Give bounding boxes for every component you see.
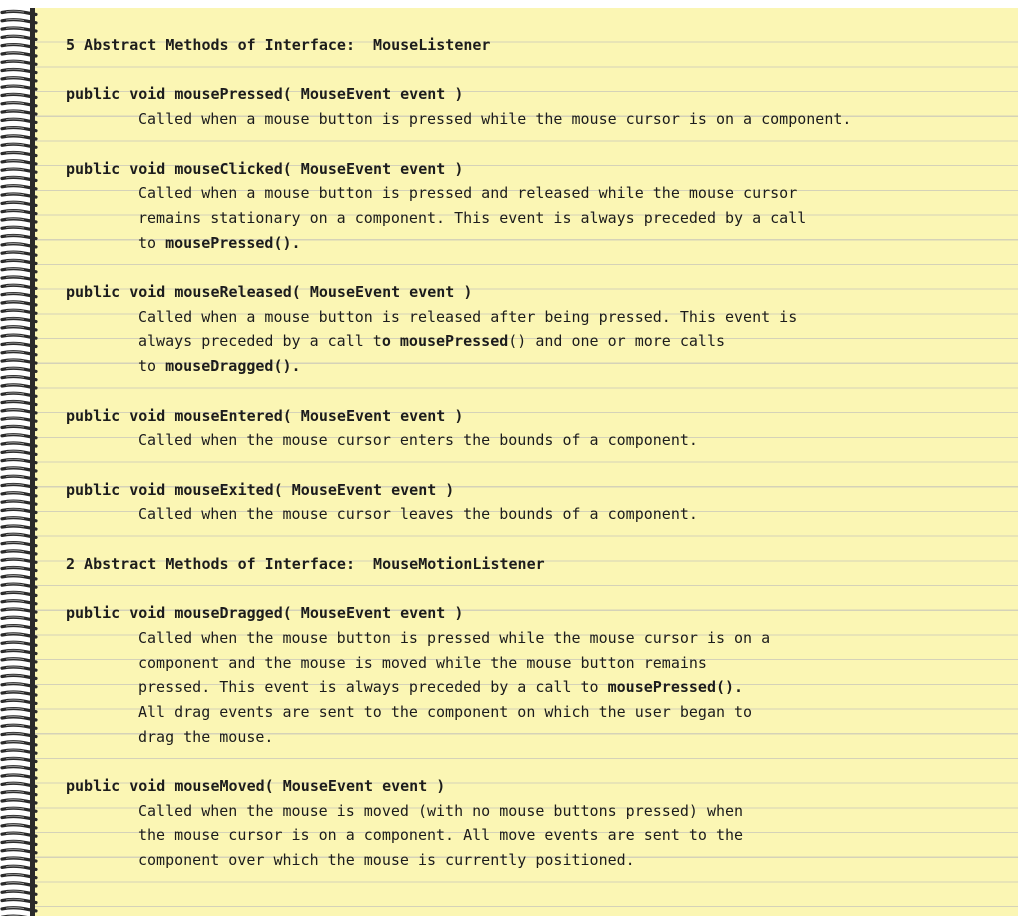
text-segment: Called when a mouse button is pressed and released while the mouse cursor	[138, 184, 798, 203]
text-segment: Called when a mouse button is pressed while the mouse cursor is on a component.	[138, 110, 852, 129]
method-signature: public void mouseExited( MouseEvent event )	[66, 480, 455, 499]
section-heading: 5 Abstract Methods of Interface: MouseListener	[66, 36, 491, 54]
method-description-line	[138, 356, 301, 376]
method-description-line	[138, 331, 725, 351]
code-reference: mousePressed().	[607, 678, 744, 697]
text-segment: the mouse cursor is on a component. All move events are sent to the	[138, 826, 744, 845]
method-description-line	[138, 109, 851, 129]
method-signature: public void mouseReleased( MouseEvent event )	[66, 283, 473, 301]
method-signature: public void mouseDragged( MouseEvent event )	[66, 604, 464, 623]
text-segment: component and the mouse is moved while the mouse button remains	[138, 653, 707, 672]
code-reference: mouseDragged().	[165, 357, 301, 376]
method-signature: public void mousePressed( MouseEvent event )	[66, 85, 464, 104]
method-signature: public void mouseEntered( MouseEvent event )	[66, 406, 464, 425]
spiral-binding-graphic	[0, 8, 38, 916]
text-segment: Called when the mouse cursor enters the bounds of a component.	[138, 431, 698, 450]
method-description-line	[138, 653, 707, 673]
text-segment: pressed. This event is always preceded by a call to	[138, 678, 608, 697]
method-description-line	[138, 233, 301, 253]
method-description-line	[138, 825, 743, 845]
text-segment: to	[138, 357, 166, 376]
text-segment: Called when a mouse button is released after being pressed. This event is	[138, 307, 798, 326]
method-description-line	[138, 850, 635, 870]
text-segment: drag the mouse.	[138, 727, 274, 746]
text-segment: Called when the mouse button is pressed while the mouse cursor is on a	[138, 628, 771, 647]
text-segment: remains stationary on a component. This event is always preceded by a call	[138, 208, 807, 227]
method-description-line	[138, 677, 743, 697]
code-reference: mousePressed().	[165, 233, 301, 252]
method-description-line	[138, 430, 698, 450]
method-description-line	[138, 727, 273, 747]
code-reference: o mousePressed	[381, 332, 509, 351]
spiral-spine	[30, 8, 35, 916]
method-description-line	[138, 628, 770, 648]
method-description-line	[138, 208, 806, 228]
method-signature: public void mouseMoved( MouseEvent event )	[66, 777, 446, 795]
method-description-line	[138, 801, 743, 821]
text-segment: Called when the mouse is moved (with no mouse buttons pressed) when	[138, 801, 744, 820]
method-description-line	[138, 504, 698, 524]
method-description-line	[138, 307, 797, 327]
method-description-line	[138, 702, 752, 722]
text-segment: always preceded by a call t	[138, 332, 382, 351]
text-segment: Called when the mouse cursor leaves the bounds of a component.	[138, 505, 698, 524]
text-segment: component over which the mouse is currently positioned.	[138, 851, 635, 870]
section-heading: 2 Abstract Methods of Interface: MouseMotionListener	[66, 554, 545, 573]
method-signature: public void mouseClicked( MouseEvent event )	[66, 159, 464, 178]
text-segment: to	[138, 233, 166, 252]
text-segment: () and one or more calls	[508, 332, 726, 351]
text-segment: All drag events are sent to the component on which the user began to	[138, 702, 753, 721]
spiral-binding	[0, 8, 38, 916]
method-description-line	[138, 183, 797, 203]
